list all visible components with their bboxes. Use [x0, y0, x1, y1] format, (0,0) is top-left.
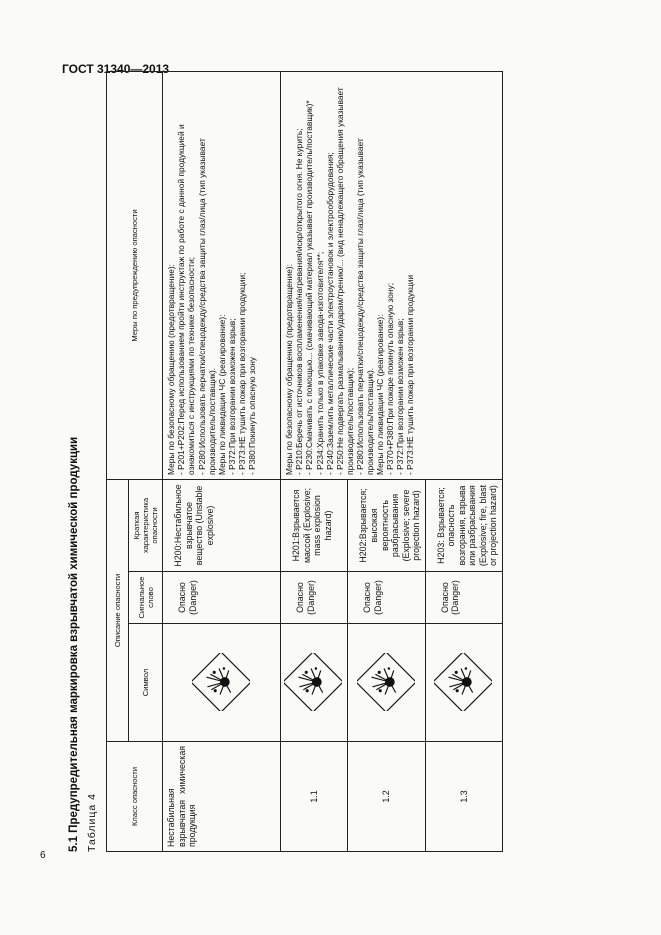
measure-line: - P373:НЕ тушить пожар при возгорании продукции; [236, 272, 247, 475]
measure-line: - P370+P380:При пожаре покинуть опасную зону; [385, 282, 396, 475]
header-short-description: Краткая характеристика опасности [129, 479, 163, 571]
short-description-cell: H202:Взрывается; высокая вероятность разбрасывания (Explosive; severe projection hazard) [348, 479, 425, 571]
signal-word-cell: Опасно (Danger) [348, 572, 425, 624]
exploding-bomb-icon [192, 654, 250, 712]
measure-line: - P372:При возгорании возможен взрыв; [395, 318, 406, 475]
measure-line: Меры по безопасному обращению (предотвращение): [284, 264, 295, 475]
hazard-class-cell: 1.3 [425, 742, 502, 852]
measure-line: Меры по безопасному обращению (предотвращение): [166, 264, 177, 475]
measure-line: - P280:Использовать перчатки/спецодежду/средства защиты глаз/лица (тип указывает производитель/поставщик). [354, 138, 375, 475]
hazard-class-cell: Нестабильная взрывчатая химическая продукция [163, 742, 281, 852]
measure-line: - P210:Беречь от источников воспламенения/нагревания/искр/открытого огня. Не курить; [294, 128, 305, 475]
header-class: Класс опасности [107, 742, 163, 852]
symbol-cell [163, 624, 281, 742]
measure-line: - P373:НЕ тушить пожар при возгорании продукции [405, 274, 416, 475]
page-number: 6 [40, 850, 46, 861]
hazard-class-cell: 1.2 [348, 742, 425, 852]
header-signal-word: Сигнальное слово [129, 572, 163, 624]
document-header: ГОСТ 31340—2013 [62, 62, 170, 76]
signal-word-cell: Опасно (Danger) [163, 572, 281, 624]
hazard-class-cell: 1.1 [281, 742, 348, 852]
exploding-bomb-icon [357, 654, 415, 712]
measures-cell [163, 71, 281, 479]
measure-line: - P230:Смачивать с помощью... (смачивающий материал указывает производитель/поставщик)* [304, 100, 315, 475]
table-row [163, 71, 281, 851]
measure-line: - P234:Хранить только в упаковке завода-изготовителя**; [314, 251, 325, 475]
short-description-cell: H200:Нестабильное взрывчатое вещество (Unstable explosive) [163, 479, 281, 571]
measure-line: - P201+P202:Перед использованием пройти инструктаж по работе с данной продукцией и ознакомиться с инструкциями по технике безопасности; [176, 124, 197, 475]
short-description-cell: H203: Взрывается; опасность возгорания, взрыва или разбрасывания (Explosive; fire, blast or projection hazard) [425, 479, 502, 571]
short-description-cell: H201:Взрывается массой (Explosive; mass explosion hazard) [281, 479, 348, 571]
symbol-cell [425, 624, 502, 742]
signal-word-cell: Опасно (Danger) [425, 572, 502, 624]
measure-line: Меры по ликвидации ЧС (реагирование): [375, 314, 386, 475]
header-symbol: Символ [129, 624, 163, 742]
measures-cell [281, 71, 503, 479]
measure-line: - P240:Заземлить металлические части электроустановок и электрооборудования; [324, 152, 335, 475]
section-title: 5.1 Предупредительная маркировка взрывчатой химической продукции [68, 436, 80, 852]
measure-line: Меры по ликвидации ЧС (реагирование): [216, 314, 227, 475]
measure-line: - P280:Использовать перчатки/спецодежду/средства защиты глаз/лица (тип указывает производитель/поставщик). [196, 138, 217, 475]
symbol-cell [281, 624, 348, 742]
header-measures: Меры по предупреждению опасности [107, 71, 163, 479]
measure-line: - P250:Не подвергать размалыванию/ударам/трению/... (вид ненадлежащего обращения указывает производитель/поставщик); [334, 87, 355, 475]
measure-line: - P380:Покинуть опасную зону [246, 356, 257, 475]
rotated-table-block [68, 72, 499, 852]
exploding-bomb-icon [434, 654, 492, 712]
exploding-bomb-icon [284, 654, 342, 712]
table-label: Таблица 4 [86, 793, 98, 852]
header-hazard-description: Описание опасности [107, 479, 129, 741]
measure-line: - P372:При возгорании возможен взрыв; [226, 318, 237, 475]
table-row [281, 71, 348, 851]
hazard-table [106, 71, 503, 852]
symbol-cell [348, 624, 425, 742]
signal-word-cell: Опасно (Danger) [281, 572, 348, 624]
